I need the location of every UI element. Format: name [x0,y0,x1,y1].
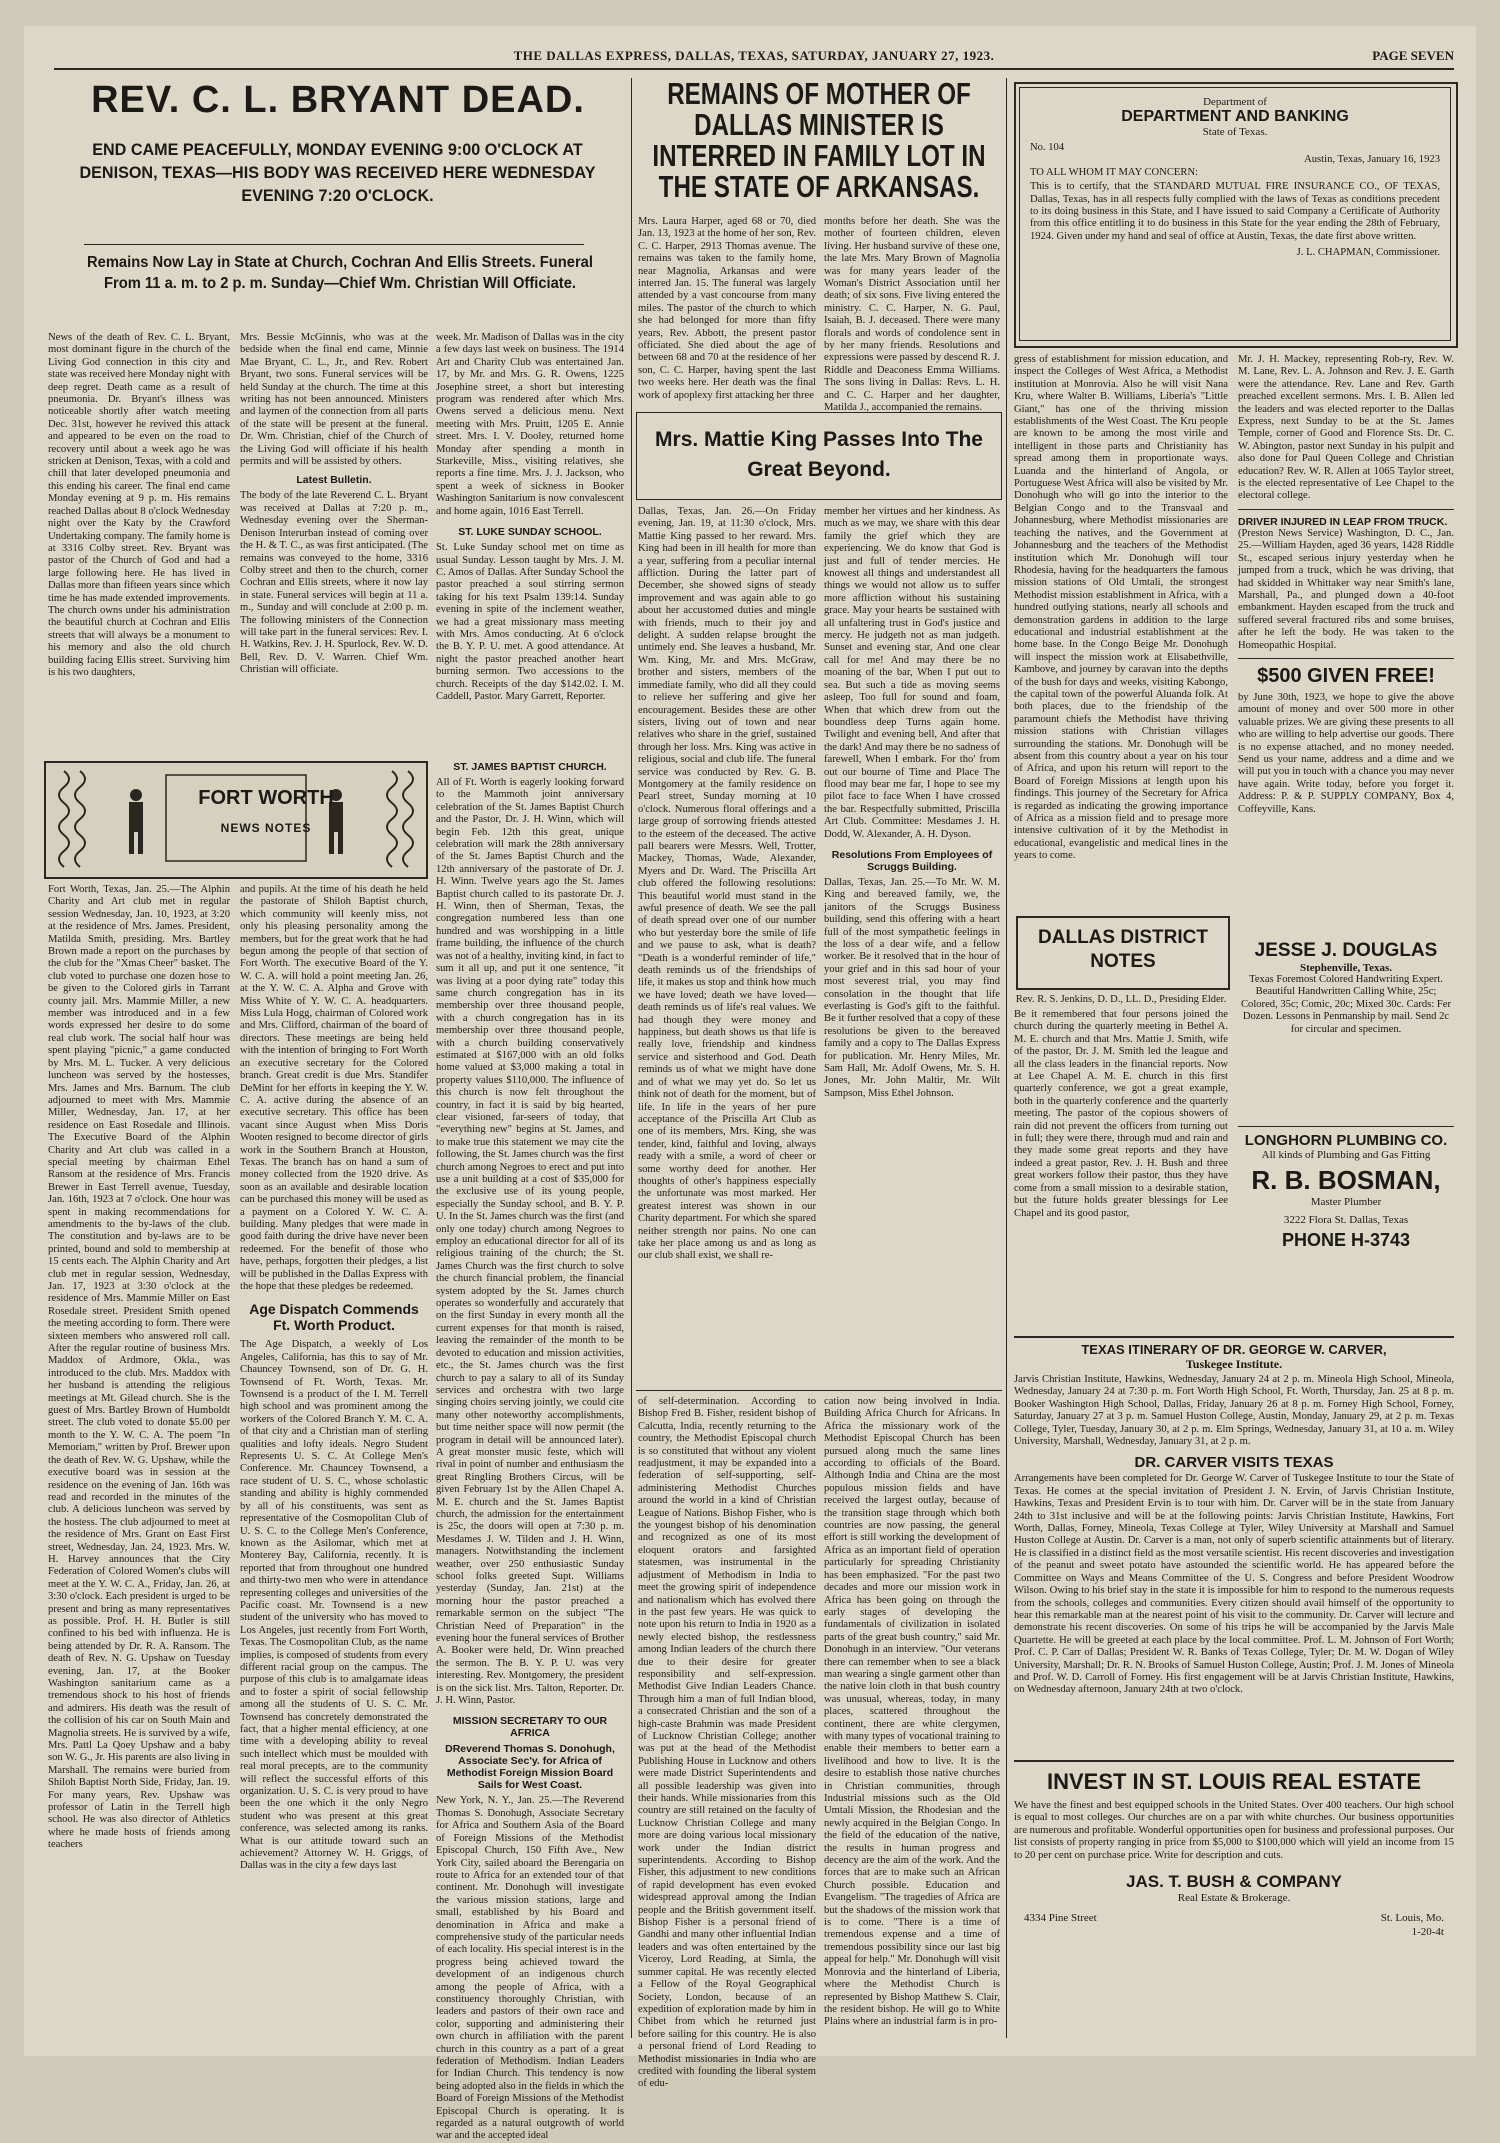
lp-sub: All kinds of Plumbing and Gas Fitting [1261,1149,1431,1161]
invest-ad [1014,1768,1454,2038]
st-luke-body: St. Luke Sunday school met on time as usual Sunday. Lesson taught by Mrs. J. M. C. Amos of Dallas. After Sunday School the pastor preached a soul stirring sermon taking for his text Psalm 139:14. Sunday evening in spite of the inclement weather, we had a great missionary mass meeting with Mrs. Amos conducting. At 6 o'clock the B. Y. P. U. met. A good attendance. At night the pastor preached another heart burning sermon. Two accessions to the church. Receipts of the day $142.02. I. M. Caddell, Pastor. Mary Garrett, Reporter. [436,542,624,702]
carver-title: DR. CARVER VISITS TEXAS [1134,1454,1334,1472]
king-body-right: member her virtues and her kindness. As much as we may, we share with this dear family the grief which they are experiencing. We do know that God is just and full of tender mercies. He knowest all things and understandest all things we would not allow us to suffer more affliction without his sustaining grace. May your hearts be sustained with all unfaltering trust in God's justice and mercy. He judgeth not as man judgeth. Sunset and evening star, And one clear call for me! And may there be no moaning of the bar, When I put out to sea. But such a tide as moving seems asleep, Too full for sound and foam, When that which drew from out the boundless deep Turns again home. Twilight and evening bell, And after that the dark! And may there be no sadness of farewell, When I embark. For tho' from out our bourne of Time and Place The flood may bear me far, I hope to see my pilot face to face When I have crossed the bar. Respectfully submitted, Priscilla Art Club. Committee: Mesdames J. H. Dodd, W. Alexander, A. H. Dyson. [824,506,1000,840]
fort-worth-news-box [44,761,428,879]
bryant-right [240,332,428,754]
mission-deck: DReverend Thomas S. Donohugh, Associate Sec'y. for Africa of Methodist Foreign Mission Board Sails for West Coast. [445,1743,615,1792]
bryant-body-left: News of the death of Rev. C. L. Bryant, most dominant figure in the church of the Living God connection in this city and state was received here Monday night with deep regret. Death came as a result of pneumonia. Dr. Bryant's illness was noticeable shortly after watch meeting Dec. 31st, however he revived this attack and appeared to be even on the road to recovery until about a week ago he was stricken at Denison, Texas, with a cold and chill that later developed pneumonia and this ending his career. The final end came Monday evening at 9 p. m. His remains reached Dallas about 8 o'clock Wednesday night over the Katy by the Crawford Undertaking company. The family home is at 3316 Colby street. Rev. Bryant was pastor of the Church of God and had a large following here. He has lived in Dallas more than fifteen years since which time he has made extended improvements. The church owns under his administration the beautiful church at Cochran and Ellis streets that will always be a monument to his memory and also the old church building facing Ellis street. Surviving him is his two daughters, [48,332,230,678]
fort-worth-title: FORT WORTH [198,787,334,809]
bush-city: St. Louis, Mo. [1380,1912,1444,1925]
banking-inner-border [1019,87,1451,341]
bush-code: 1-20-4t [1411,1926,1444,1939]
harper-body-left: Mrs. Laura Harper, aged 68 or 70, died Jan. 13, 1923 at the home of her son, Rev. C. C. Harper, 2913 Thomas avenue. The remains was taken to the family home, near Magnolia, Arkansas and were interred Jan. 15. The funeral was largely attended by a vast concourse from many miles. The pastor of the church to which she had belonged for more than fifty years, Rev. Abbott, the present pastor officiated. She died about the age of between 68 and 70 at the residence of her son, C. C. Harper, having spent the last two weeks here. Her death was the final work of apoplexy first attacking her three [638,216,816,401]
invest-title: INVEST IN ST. LOUIS REAL ESTATE [1046,1769,1422,1794]
lp-title: LONGHORN PLUMBING CO. [1244,1132,1448,1149]
fort-worth-body: Fort Worth, Texas, Jan. 25.—The Alphin Charity and Art club met in regular session Wednesday, Jan. 10, 1923, at 3:20 at the residence of Mrs. James. President, Matilda Smith, presiding. Mrs. Bartley Brown made a report on the purchases by the club for the "Xmas Cheer" basket. The club voted to purchase one dozen hose to be given to the Colored girls in Tarrant county jail. Mrs. Mammie Miller, a new member was introduced and in a few words expressed her desire to do some real club work. The social half hour was spent playing "picnic," a game conducted by Mrs. M. L. Tucker. A very delicious luncheon was served by the hostesses, Mrs. James and Mrs. Barnum. The club adjourned to meet with Mrs. Mammie Miller, Wednesday, Jan. 17, at her residence on East Rosedale and Illinois. The Executive Board of the Alphin Charity and Art club was called in a special meeting by chairman Ethel Ransom at the residence of Mrs. Francis Brewer in East Terrell avenue, Tuesday, Jan. 16th, 1923 at 7 o'clock. One hour was spent in making recommendations for amendments to the by-laws of the club. The constitution and by-laws are to be printed, bound and sold to membership at 15 cents each. The Alphin Charity and Art club met in regular session, Wednesday, Jan. 17, 1923 at 3:30 o'clock at the residence of Mrs. Mammie Miller on East Rosedale street. President Smith opened the meeting according to form. There were sixteen members who answered roll call. After the regular routine of business Mrs. Maddox of Ardmore, Okla., was introduced to the club. Mrs. Maddox with her husband is attending the religious meetings at Mt. Gilead church. She is the guest of Mrs. Bartley Brown of Humboldt street. The club voted to donate $5.00 per month to the Y. W. C. A. The poem "In Memoriam," written by Prof. Brewer upon the death of Rev. W. G. Upshaw, while the executive board was in session at the residence on the evening of Jan. 16th was read and recorded in the minutes of the club. A delicious luncheon was served by the hostess. The club adjourned to meet at the residence of Mrs. Grant on East First street, Wednesday, Jan. 24, 1923. Mrs. W. H. Harvey announces that the City Federation of Colored Women's clubs will meet at the Y. W. C. A., Friday, Jan. 26, at 3:30 o'clock. Each president is urged to be present and bring as many representatives as possible. Prof. H. H. Butler is still confined to his bed with influenza. He is being attended by Dr. R. A. Ransom. The death of Rev. N. G. Upshaw on Tuesday evening, Jan. 17, at the Booker Washington sanitarium came as a tremendous shock to his host of friends and admirers. His death was the result of the collision of his car on South Main and Magnolia streets. He is survived by a wife, Mrs. Pattl La Qoey Upshaw and a baby son W. G., Jr. His parents are also living in Marshall. The remains were buried from Shiloh Baptist North Side, Friday, Jan. 19. For many years, Rev. Upshaw was professor of Latin in the Terrell high school. He was also director of Athletics where he made hosts of friends among teachers [48,884,230,1851]
col2-upper [436,332,624,752]
harper-body-right: months before her death. She was the mother of fourteen children, eleven living. Her husband survive of these one, the late Mrs. Mary Brown of Magnolia was for many years leader of the Woman's District Association until her death; of six sons. Five living entered the ministry. C. C. Harper, N. G. Paul, Isaiah, B. J. deceased. There were many florals and words of condolence sent in by her many friends. Resolutions and expressions were passed by descend R. J. Riddle and Deaconess Emma Williams. The sons living in Dallas: Revs. L. H. and C. C. Harper and her daughter, Matilda J., accompanied the remains. [824,216,1000,414]
masthead-title: THE DALLAS EXPRESS, DALLAS, TEXAS, SATURDAY, JANUARY 27, 1923. [513,48,995,63]
ddn-body: Be it remembered that four persons joined the church during the quarterly meeting in Bethel A. M. E. church and that Mrs. Mattie J. Smith, wife of the pastor, Dr. J. M. Smith led the league and all the class leaders in the financial reports. Now at Lee Chapel A. M. E. church in this first quarterly conference, we got a great example, both in the quarterly conference and the quarterly meeting. The pastor of the copious showers of rain did not prevent the officers from turning out in full; they were there, through mud and rain and they made some great reports and they have indeed a great pastor, Rev. J. H. Bush and three great workers follow their pastor, thus they have come from a small mission to a desirable station, but the future holds greater blessings for Lee Chapel and its good pastor, [1014,1009,1228,1219]
divider [1014,1336,1454,1338]
bryant-headline-wrap [50,80,626,120]
ddn-presiding: Rev. R. S. Jenkins, D. D., LL. D., Presiding Elder. [1015,994,1227,1005]
ddn-title: DALLAS DISTRICT [1038,927,1208,948]
bush-sub: Real Estate & Brokerage. [1177,1892,1291,1905]
st-james-title: ST. JAMES BAPTIST CHURCH. [453,761,607,773]
itinerary-sub: Tuskegee Institute. [1185,1357,1283,1371]
harper-headline-wrap [636,78,1002,206]
st-james-body: All of Ft. Worth is eagerly looking forward to the Mammoth joint anniversary celebration of the St. James Baptist Church and the Pastor, Dr. J. H. Winn, which will begin Feb. 12th this great, unique celebration will mark the 28th anniversary of the St. James Baptist Church and the 12th anniversary of the pastorate of Dr. J. H. Winn. Twelve years ago the St. James Baptist church called to its pastorate Dr. J. H. Winn, then of Sherman, Texas, the congregation numbered less than one hundred and was worshipping in a little frame building, the influence of the church was not of a healthy, inviting kind, in fact to sum it all up, and put it one sentence, "it was living at a poor dying rate" today this same church congregation has in its membership over three thousand people, with a church congregation has in its membership over three thousand people, with a church building conservatively estimated at $167,000 with an old folks home valued at $3,000 making a total in property values $110,000. The influence of this church is now felt throughout the country, in fact it is said by big hearted, clear visioned, far-seers of today, that "everything new" begins at St. James, and to make true this statement we may cite the following, the St. James church was the first church among Negroes to erect and put into use a unit building at a cost of $35,000 for the exclusive use of its young people, especially the Sunday school, and B. Y. P. U. In the St. James church was the first (and only one today) church among Negroes to employ an educational director for all of its religious training of the church; the St. James Church was the first church to solve the church financial problem, the financial system adopted by the St. James church operates so wonderfully and accurately that on the first Sunday in every month all the current expenses for that month is raised, leaving the remainder of the month to be devoted to education and mission activities, etc., the St. James church was the first church to pay a salary to all of its Sunday services and orchestra with two large singing choirs serving jointly, we could cite many other noteworthy accomplishments, but time neither space will now permit (the program in detail will be announced later). A great monster music feste, which will rival in point of number and enthusiasm the great Ringling Brothers Circus, will be given February 1st by the Allen Chapel A. M. E. church and the St. James Baptist church, the admission for the entertainment is 25c, the doors will open at 7:30 p. m. Mesdames J. W. Tilden and J. H. Winn, managers. Notwithstanding the inclement weather, over 250 enthusiastic Sunday school folks greeted Supt. Williams yesterday (Sunday, Jan. 21st) at the morning hour the pastor preached a remarkable sermon on the subject "The Christian Need of Preparation" in the evening hour the funeral services of Brother A. Booker were held, Dr. Winn preached the sermon. The B. Y. P. U. was very interesting. Rev. Montgomery, the president is on the sick list. Mrs. Talton, Reporter. Dr. J. H. Winn, Pastor. [436,777,625,1707]
king-headline: Mrs. Mattie King Passes Into The Great Beyond. [655,428,983,481]
mission-col4-right: Mr. J. H. Mackey, representing Rob-ry, Rev. W. M. Lane, Rev. L. A. Johnson and Rev. J. E. Garth were the attendance. Rev. Lane and Rev. Garth preached excellent sermons. Mrs. I. B. Allen led the leaders and was elected reporter to the Dallas Express, next Sunday to be at the St. James Temple, corner of Good and Florence Sts. Dr. C. W. Abington, pastor next Sunday in his pulpit and also done for Paul Queen College and Christian education? Rev. W. R. Allen at 1065 Taylor street, is the elected representative of Lee Chapel to the electoral college. [1238,354,1454,502]
fort-worth-ornament [46,763,426,877]
dept-to: TO ALL WHOM IT MAY CONCERN: [1030,166,1199,178]
king-body-left: Dallas, Texas, Jan. 26.—On Friday evening, Jan. 19, at 11:30 o'clock, Mrs. Mattie King passed to her reward. Mrs. King had been in ill health for more than a year, suffering from a peculiar internal affliction. During the latter part of December, she showed signs of steady improvement and was again able to go about her accustomed duties and mingle with friends, much to their joy and delight. A sudden relapse brought the untimely end. She leaves a husband, Mr. Wm. King, Mr. and Mrs. McGraw, brother and sisters, members of the immediate family, who did all they could to relieve her suffering and give her encouragement. Besides these are other sisters, living out of town and near relatives who share in the grief, sustained through her loss. Mrs. King was active in religious, social and club life. The funeral service was conducted by Rev. G. B. Montgomery at the family residence on Pearl street, Sunday morning at 10 o'clock. Numerous floral offerings and a large group of sorrowing friends attested to the esteem of the deceased. The active pall bearers were Messrs. Well, Trotter, Mackey, Thomas, Wade, Alexander, Myers and Dr. Ward. The Priscilla Art club offered the following resolutions: This beautiful world must stand in the awful presence of death. We see the pall of death spread over one of our number who but yesterday bore the smile of life and we pause to ask, what is death? "Death is a wonderful reminder of life," death reminds us of the friendships of life, it makes us stop and think how much we have loved; death we have loved—death reminds us of life's real values. We had though they were money and happiness, but death shows us that life is really love, friendship and kindness service and sisterhood and God. Death reminds us of what we might have done and of what we may yet do. So let us think not of death for the moment, but of life. In life in the years of her pure acceptance of the Priscilla Art Club as one of its members, Mrs. King, she was tender, kind, faithful and loving, always ready with a smile, a word of cheer or some worthy deed for another. Her thoughts of other's happiness especially the unfortunate was most marked. Her greatest interest was shown in our Charity department. For which she spared neither strength nor pains. No one can take her place among us and as long as our club shall exist, we shall re- [638,506,816,1262]
bryant-deck [60,138,615,238]
bush-address: 4334 Pine Street [1024,1912,1097,1925]
divider [1238,509,1454,510]
harper-headline: REMAINS OF MOTHER OF DALLAS MINISTER IS INTERRED IN FAMILY LOT IN THE STATE OF ARKANSAS. [652,76,986,204]
column-rule [1006,78,1007,2038]
lp-role: Master Plumber [1310,1196,1382,1208]
bryant-deck2-text: Remains Now Lay in State at Church, Cochran And Ellis Streets. Funeral From 11 a. m. to 2 p. m. Sunday—Chief Wm. Christian Will Officiate. [87,254,593,292]
divider [1238,658,1454,659]
five-hundred-title: $500 GIVEN FREE! [1257,664,1435,687]
dallas-district-notes-box [1016,916,1230,990]
bush-footer [1014,1912,1454,1942]
five-hundred-body: by June 30th, 1923, we hope to give the above amount of money and over 500 more in other valuable prizes. We are giving these presents to all who are willing to help advertise our goods. There is no expense attached, and no money needed. Send us your name, address and a dime and we will put you in touch with a chance you may never have again. Write today, before you forget it. Address: P. & P. SUPPLY COMPANY, Box 4, Coffeyville, Kans. [1238,691,1454,815]
fort-worth-body-2: and pupils. At the time of his death he held the pastorate of Shiloh Baptist church, which community will keenly miss, not only his pleasing personality among the members, but for the great work that he had begun among the people of that section of Fort Worth. The executive Board of the Y. W. C. A. will hold a point meeting Jan. 26, at the Y. W. C. A. Alpha and Grove with Miss White of Y. W. C. A. headquarters. Miss Lula Hogg, chairman of Colored work and Mrs. Clifford, chairman of the board of directors. These meetings are being held with the intention of bringing to Fort Worth an executive secretary for the Colored branch. Great credit is due Mrs. Standifer DeMint for her efforts in keeping the Y. W. C. A. active during the absence of an executive secretary. This office has been vacant since August when Miss Doris Wooten resigned to become director of girls work in the Southern Branch at Houston, Texas. The branch has on hand a sum of money collected from the 1920 drive. As soon as an available and desirable location can be purchased this money will be used as a payment on a Colored Y. W. C. A. building. Many pledges that were made in good faith during the drive have never been redeemed. For the benefit of those who have, perhaps, forgotten their pledges, a list will be published in the Dallas Express with the hope that these pledges be redeemed. [240,884,428,1292]
lp-address: 3222 Flora St. Dallas, Texas [1283,1214,1409,1226]
driver-body: (Preston News Service) Washington, D. C., Jan. 25.—William Hayden, aged 36 years, 1428 Riddle St., escaped serious injury yesterday when he jumped from a truck, which he was driving, that had skidded in Whittaker way near Smith's lane, Marshall, Pa., and plunged down a 40-foot embankment. Hayden escaped from the truck and suffered several fractured ribs and some bruises, after he left the body. He was taken to the Homeopathic Hospital. [1238,527,1454,651]
carver-body: Arrangements have been completed for Dr. George W. Carver of Tuskegee Institute to tour the State of Texas. He comes at the special invitation of President J. N. Ervin, of Jarvis Christian Institute, Hawkins, Texas and President Ervin is to tour with him. Dr. Carver will be in the state from January 24th to 31st inclusive and will be at the following points: Jarvis Christian Institute, Hawkins, Fort Worth, Dallas, Forney, Mineola, Texas College at Tyler, Wiley University at Marshall and Samuel Huston College at Austin. Dr. Carver is a man, not only of superb scientific attainments but of literary. He is classified in a distinct field as the most versatile scientist. His recent discoveries and investigation of the peanut and sweet potato have astounded the scientific world. He has appeared before the Committee on Ways and Means Committee of the U. S. Congress and before President Woodrow Wilson. Owing to his brief stay in the state it is impossible for him to respond to the numerous requests from the schools, colleges and communities. Every citizen should avail himself of the opportunity to hear this remarkable man at the nearest point of his visit to the community. Dr. Carver will lecture and demonstrate his recent discoveries. On some of his trips he will be accompanied by the Jarvis Male Quartette. He will be greeted at each place by the local committee. Prof. L. M. Johnson of Fort Worth; Prof. C. P. Carr of Dallas; President W. R. Banks of Texas College, Tyler; Dr. M. W. Dogan of Wiley University, Marshall; Dr. R. N. Brooks of Samuel Huston College, Austin; Prof. J. M. Jones of Mineola and Prof. W. D. Carroll of Forney. His first engagement will be at Jarvis Christian Institute, Hawkins, on Wednesday afternoon, January 24th at two o'clock. [1014,1473,1454,1696]
king-headline-box [636,412,1002,500]
mission-col4-left: gress of establishment for mission education, and inspect the Colleges of West Africa, a Methodist institution at Monrovia. Also he will visit Nana Kru, where Walter B. Williams, Liberia's "Little Giant," has one of the thriving mission establishments of the West Coast. The Kru people are known to be among the most virile and intelligent in those parts and Christianity has spread among them in proportionate ways. Luanda and the hinterland of Angola, or Portuguese West Africa will also be visited by Mr. Donohugh who will go into the interior to the Belgian Congo and to the Transvaal and Johannesburg, where Methodist missionaries are teaching the natives, and the Government at Johannesburg and the teachers of the Methodist institution which Mr. Donohugh will tour Rhodesia, having for the headquarters the famous mission stations of Old Umtali, the strongest Methodist mission establishment in Africa, with a hundred outlying stations, nearly all schools and demonstration gardens in addition to the large educational and industrial establishment at the home base. In the Congo Beige Mr. Donohugh will inspect the mission work at Elisabethville, Kambove, and journey by caravan into the depths of the bush for days and weeks, visiting Kabongo, the capital town of the powerful Aluanda folk. At both places, due to the friendship of the paramount chiefs the Methodist have thriving mission stations with Christian villages surrounding the stations. Mr. Donohugh will be absent from this country about a year on his tour of Africa, and upon his return will report to the Board of Foreign Missions at length upon his findings. This journey of the Secretary for Africa is regarded as indicating the growing importance of Africa as a mission field and to presage more intensive cultivation of it by the Methodist in educational, evangelistic and medical lines in the years to come. [1014,354,1228,862]
masthead [54,46,1454,70]
dept-state: State of Texas. [1202,126,1268,138]
st-james-column [436,761,625,2142]
newspaper-page [24,26,1476,2142]
divider [1238,1126,1454,1127]
lp-name: R. B. BOSMAN, [1251,1165,1441,1195]
column-rule [631,78,632,2038]
age-dispatch-title: Age Dispatch Commends Ft. Worth Product. [249,1301,419,1334]
dept-date: Austin, Texas, January 16, 1923 [1304,154,1440,166]
resolutions-title: Resolutions From Employees of Scruggs Building. [831,848,993,873]
carver-section [1014,1342,1454,1752]
jd-sub: Stephenville, Texas. [1300,962,1392,974]
mission-body: New York, N. Y., Jan. 25.—The Reverend Thomas S. Donohugh, Associate Secretary for Africa and Southern Asia of the Board of Foreign Missions of the Methodist Episcopal Church, 150 Fifth Ave., New York City, sailed aboard the Berengaria on route to Africa for an extended tour of that continent. Mr. Donohugh will investigate the various mission stations, large and small, established by his Board and denomination in Africa and make a comprehensive study of the particular needs of each locality. His special interest is in the progress being achieved toward the development of an indigenous church among the people of Africa, with a constituency thoroughly Christian, with leaders and pastors of their own race and color, supporting and administering their own church in affiliation with the parent church in this country as a part of a great federation of Methodism. Indian Leaders for Indian Church. This tendency is now being adopted also in the fields in which the Board of Foreign Missions of the Methodist Episcopal Church is operating. It is regarded as a natural outgrowth of world war and the accepted ideal [436,1795,624,2142]
bush-name: JAS. T. BUSH & COMPANY [1126,1872,1342,1892]
col4-right-upper [1238,354,1454,986]
mission-cont-right: cation now being involved in India. Building Africa Church for Africans. In Africa the missionary work of the Methodist Episcopal Church has been pursued along much the same lines according to officials of the Board. Although India and China are the most populous mission fields and have received the largest outlay, because of the transition stage through which both countries are now passing, the general effort is still working the development of Africa as an important field of operation particularly for spreading Christianity has been emphasized. "For the past two decades and more our mission work in Africa has been going on through the early stages of developing the fundamentals of civilization in isolated parts of the great bush country," said Mr. Donohugh in an interview. "Our veterans there can remember when to see a black man wearing a single garment other than the native loin cloth in that bush country was unusual, whereas, today, in many places, scattered throughout the continent, there are white clergymen, with many types of vocational training to enable their members to better earn a livelihood and how to live. It is the desire to establish those native churches in Christian communities, through Industrial missions such as the Old Umtali Mission, the Rhodesian and the newly acquired in the Belgian Congo. In the field of the education of the native, the results in human progress and decency are the aim of the work. And the forces that are to make such an African Church possible. Education and Evangelism. "The tragedies of Africa are but the shadows of the mission work that is to come. "There is a time of tremendous expense and a time of tremendous possibility since our last big appeal for help." Mr. Donohugh will visit Monrovia and the hinterland of Liberia, where the Methodist Church is represented by Bishop Matthew S. Clair, the resident bishop. He will go to White Plains where an industrial farm is in pro- [824,1396,1000,2028]
dept-body: This is to certify, that the STANDARD MUTUAL FIRE INSURANCE CO., OF TEXAS, Dallas, Texas, has in all respects fully complied with the laws of Texas as conditions precedent to its doing business in this State, and I have issued to said Company a Certificate of Authority from this office entitling it to do business in this State for the year ending the 28th of February, 1924. Given under my hand and seal of office at Austin, Texas, the date first above written. [1030,181,1440,242]
resolutions-body: Dallas, Texas, Jan. 25.—To Mr. W. M. King and bereaved family, we, the janitors of the Scruggs Business building, send this offering with a heart full of the most sympathetic feelings in the loss of a dear wife, and a fellow worker. Be it resolved that in the hour of your grief and in this sad hour of your most severest trial, you may find consolation in the thought that life everlasting is God's gift to the faithful. Be it further resolved that a copy of these resolutions be given to the bereaved family and a copy to The Dallas Express for publication. Mr. Henry Miles, Mr. Sam Hall, Mr. Adolf Owens, Mr. S. H. Jones, Mr. John Maltir, Mr. Wilt Sampson, Miss Ethel Johnson. [824,876,1000,1099]
mission-cont-left: of self-determination. According to Bishop Fred B. Fisher, resident bishop of Calcutta, India, recently returning to the country, the Methodist Episcopal church is so constituted that without any violent readjustment, it may be expanded into a federation of self-supporting, self-administering Methodist Churches around the world in a kind of Christian League of Nations. Bishop Fisher, who is the youngest bishop of his denomination and recognized as one of its most eloquent orators and farsighted statesmen, was instrumental in the adjustment of Methodism in India to meet the growing spirit of independence and nationalism which has evolved there in the past few years. He was quick to note upon his return to India in 1920 as a newly elected bishop, the restlessness among Indian leaders of the church there due to their desire for greater responsibility and self-expression. Methodist Give Indian Leaders Chance. Through him a man of full Indian blood, a consecrated Christian and the son of a high-caste Brahmin was made President of Lucknow Christian College; another was put at the head of the Methodist Publishing House in Lucknow and others were made District Superintendents and all possible leadership was given into their hands. While missionaries from this country are still retained on the faculty of Lucknow Christian College and many more are doing various local missionary work under the Indian district superintendents. According to Bishop Fisher, this adjustment to new conditions of rapid development has even evoked widespread approval among the Indian people and the British government itself. Bishop Fisher is a personal friend of Gandhi and many other influential Indian leaders and was often entertained by the Viceroy, Lord Reading, at Simla, the summer capital. He was recently elected a Fellow of the Royal Geographical Society, London, because of an expedition of exploration made by him in Chibet from which he returned just before sailing for this country. He is also a personal friend of Lord Reading to Methodist missionaries in India who are credited with founding the liberal system of edu- [638,1396,816,2090]
mission-title: MISSION SECRETARY TO OUR AFRICA [452,1715,608,1740]
lp-phone: PHONE H-3743 [1281,1230,1411,1250]
bulletin-title: Latest Bulletin. [296,474,372,487]
longhorn-plumbing-ad [1238,1132,1454,1302]
fort-worth-subtitle: NEWS NOTES [220,821,312,835]
dept-title: DEPARTMENT AND BANKING [1121,108,1349,125]
dept-signature: J. L. CHAPMAN, Commissioner. [1296,247,1440,259]
dept-no: No. 104 [1030,142,1065,153]
divider [1014,1760,1454,1762]
local-notes: week. Mr. Madison of Dallas was in the city a few days last week on business. The 1914 Art and Charity Club was entertained Jan. 17, by Mr. and Mrs. G. R. Owens, 1225 Josephine street, a short but interesting program was rendered after which Mrs. Owens served a delicious menu. Next meeting with Mrs. Pruitt, 1205 E. Annie street. Mrs. I. V. Dooley, returned home Monday after spending a month in Starkeville, Miss., visiting relatives, she reports a fine time. Mrs. J. J. Jackson, who spent a week of sickness in Booker Washington Sanitarium is now convalescent and home again, 1016 East Terrell. [436,332,624,517]
king-right [824,506,1000,1386]
bryant-deck-text: END CAME PEACEFULLY, MONDAY EVENING 9:00 O'CLOCK AT DENISON, TEXAS—HIS BODY WAS RECEIVED HERE WEDNESDAY EVENING 7:20 O'CLOCK. [79,140,596,205]
itinerary-body: Jarvis Christian Institute, Hawkins, Wednesday, January 24 at 2 p. m. Mineola High School, Mineola, Wednesday, January 24 at 7:30 p. m. Fort Worth High School, Ft. Worth, Thursday, Jan. 25 at 8 p. m. Booker Washington High School, Dallas, Friday, January 26 at 8 p. m. Forney High School, Forney, Saturday, January 27 at 3 p. m. Samuel Huston College, Austin, Monday, January 29, at 2 p. m. Texas College, Tyler, Tuesday, January 30, at 2 p. m. Elm Springs, Wednesday, January 31, at 10 a. m. Wiley University, Marshall, Wednesday, January 31, at 2 p. m. [1014,1374,1454,1448]
invest-body: We have the finest and best equipped schools in the United States. Over 400 teachers. Our high school is equal to most colleges. Our churches are on a par with white churches. Our business opportunities are numerous and profitable. Wonderful opportunities open for business and professional purposes. Our list consists of property ranging in price from $5,000 to $100,000 which will yield an income from 15 to 20 per cent on purchase price. Write for description and cuts. [1014,1800,1454,1861]
dept-title-small: Department of [1203,96,1267,108]
ddn-title-2: NOTES [1090,951,1156,972]
divider [84,244,584,245]
jd-title: JESSE J. DOUGLAS [1254,940,1438,961]
st-luke-title: ST. LUKE SUNDAY SCHOOL. [458,526,602,539]
age-dispatch-body: The Age Dispatch, a weekly of Los Angeles, California, has this to say of Mr. Chauncey Townsend, son of Dr. G. H. Townsend of Ft. Worth, Texas. Mr. Townsend is a product of the I. M. Terrell high school and was prominent among the workers of the Colored Branch Y. M. C. A. of that city and a Christian man of sterling qualities and lofty ideals. Negro Student Represents U. S. C. At College Men's Conference. Mr. Chauncey Townsend, a race student of U. S. C., whose scholastic standing and ability is highly commended by all of his constituents, was sent as representative of the Cosmopolitan Club of U. S. C. to the College Men's Conference, known as the Asilomar, which met at Monterey Bay, California, recently. It is reported that from throughout one hundred and thirty-two men who were in attendance representing colleges and universities of the Pacific coast. Mr. Townsend is a new student of the university who has moved to Los Angeles, just recently from Fort Worth, Texas. The Cosmopolitan Club, as the name implies, is composed of students from every different racial group on the campus. The purpose of this club is to amalgamate ideas and to foster a spirit of social fellowship among all the students of U. S. C. Mr. Townsend has concretely demonstrated the fact, that a higher mental efficiency, at one time with a developing ability to reveal such intellect which must be moulded with real moral precepts, are to the community will reflect the successful efforts of this organization. U. S. C. is very proud to have been the one which it the only Negro student who was present at this great conference, was selected among its ranks. What is our attitude toward such an achievement? Attorney W. H. Griggs, of Dallas was in the city a few days last [240,1339,428,1872]
jesse-douglas-ad [1238,940,1454,1120]
bulletin-body: The body of the late Reverend C. L. Bryant was received at Dallas at 7:20 p. m., Wednesday evening over the Sherman-Denison Interurban instead of coming over the H. & T. C., as was first anticipated. (The remains was conveyed to the home, 3316 Colby street and then to the church, corner Cochran and Ellis streets, where it now lay in state. Funeral services will begin at 11 a. m., Sunday and will conclude at 2:00 p. m. The following ministers of the Connection will take part in the funeral services: Rev. I. H. Watkins, Rev. J. H. Spurlock, Rev. W. D. Bell, Rev. D. V. Warren. Chief Wm. Christian will officiate. [240,490,428,676]
jd-body: Texas Foremost Colored Handwriting Expert. Beautiful Handwritten Calling White, 25c; Colored, 35c; Comic, 20c; Mixed 30c. Cards: Fer Dozen. Lessons in Penmanship by mail. Send 2c for circular and specimen. [1240,974,1452,1035]
driver-title: DRIVER INJURED IN LEAP FROM TRUCK. [1238,515,1448,528]
bryant-deck2 [60,252,620,322]
page-number: PAGE SEVEN [1372,48,1454,63]
itinerary-title: TEXAS ITINERARY OF DR. GEORGE W. CARVER, [1081,1342,1387,1357]
bryant-headline: REV. C. L. BRYANT DEAD. [91,79,585,121]
fort-worth-col2 [240,884,428,2034]
banking-notice-box [1014,82,1458,348]
divider [636,1390,1002,1391]
bryant-body-right: Mrs. Bessie McGinnis, who was at the bedside when the final end came, Minnie Mae Bryant, C. L., Jr., and Rev. Robert Bryant, two sons. Funeral services will be held Sunday at the church. The time at this writing has not been announced. Ministers and laymen of the connection from all parts of the state will be present at the funeral. Dr. Wm. Christian, chief of the Church of the Living God will officiate if his health permits and will be assisted by others. [240,332,428,468]
